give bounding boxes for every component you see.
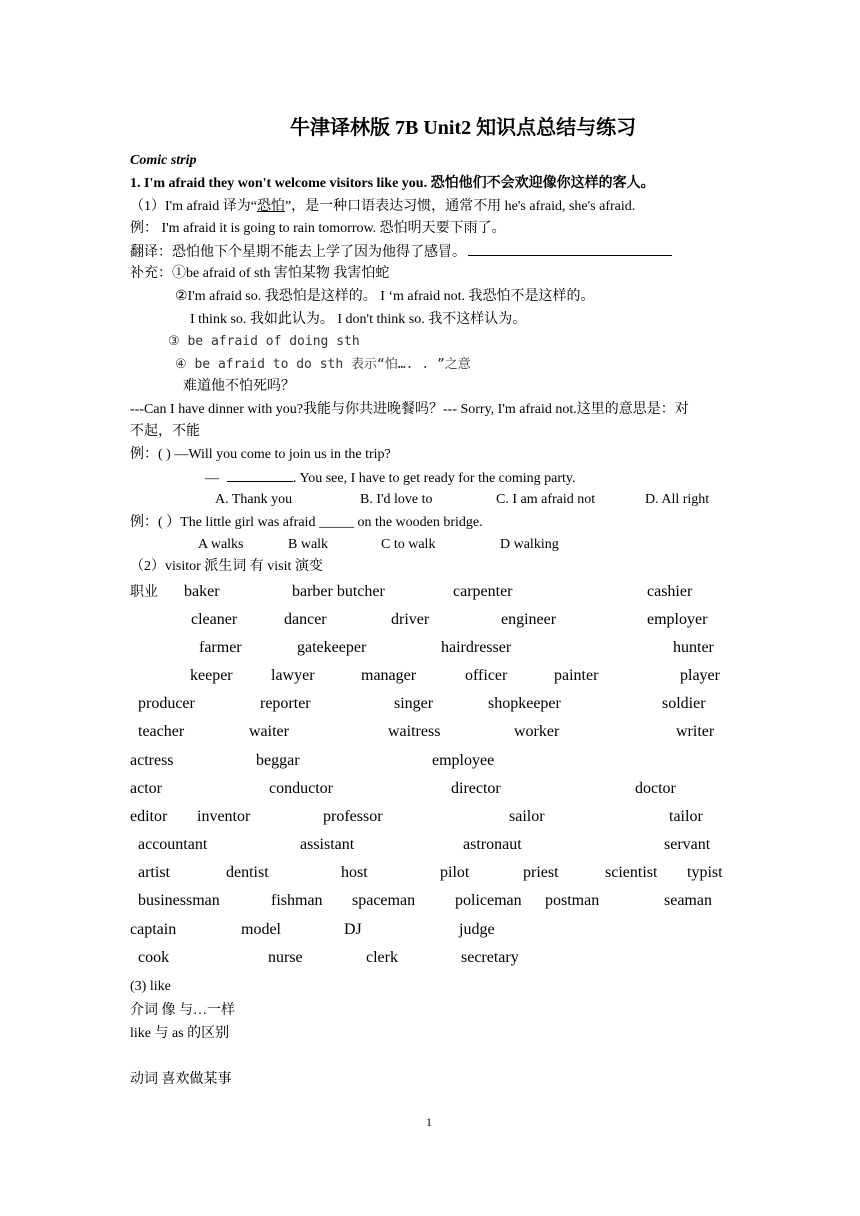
occupation-word: keeper: [190, 667, 233, 684]
point1-sub1-underlined: 恐怕: [256, 199, 285, 214]
occupation-word: writer: [676, 723, 715, 740]
occupation-word: tailor: [669, 808, 703, 825]
occupation-word: worker: [514, 723, 560, 740]
occupation-word: director: [451, 780, 501, 797]
occupation-word: editor: [130, 808, 168, 825]
occupation-word: doctor: [635, 780, 676, 797]
question1-dash: —: [205, 471, 219, 486]
question1-rest: . You see, I have to get ready for the coming party.: [293, 471, 576, 486]
occupation-word: cleaner: [191, 611, 238, 628]
point3-preposition: 介词 像 与…一样: [130, 1003, 235, 1018]
occupation-word: fishman: [271, 892, 323, 909]
occupation-word: judge: [459, 921, 495, 938]
occupation-word: employer: [647, 611, 708, 628]
occupation-word: captain: [130, 921, 177, 938]
occupation-word: player: [680, 667, 720, 684]
translate-blank[interactable]: [468, 243, 672, 256]
question2-option-c: C to walk: [381, 537, 436, 552]
question2-stem: 例：( ）The little girl was afraid _____ on the wooden bridge.: [130, 515, 483, 530]
point1-sub1-post: ”，是一种口语表达习惯，通常不用 he's afraid, she's afraid.: [284, 199, 636, 214]
point1-translate: [130, 243, 672, 262]
occupation-word: hairdresser: [441, 639, 512, 656]
occupation-word: cashier: [647, 583, 693, 600]
occupation-word: artist: [138, 864, 170, 881]
occupation-word: assistant: [300, 836, 355, 853]
supplement-4: ③ be afraid of doing sth: [168, 334, 360, 349]
occupation-word: accountant: [138, 836, 208, 853]
occupation-word: seaman: [664, 892, 712, 909]
occupation-word: reporter: [260, 695, 311, 712]
occupation-word: businessman: [138, 892, 220, 909]
occupation-word: officer: [465, 667, 508, 684]
occupation-word: waitress: [388, 723, 441, 740]
occupation-word: policeman: [455, 892, 522, 909]
supplement-1: 补充：①be afraid of sth 害怕某物 我害怕蛇: [130, 266, 390, 281]
occupation-word: actress: [130, 752, 174, 769]
occupation-word: soldier: [662, 695, 706, 712]
occupation-word: producer: [138, 695, 195, 712]
occupation-word: manager: [361, 667, 417, 684]
occupation-word: secretary: [461, 949, 519, 966]
occupation-word: model: [241, 921, 281, 938]
dialog-line-1: ---Can I have dinner with you?我能与你共进晚餐吗？--- Sorry, I'm afraid not.这里的意思是：对: [130, 402, 689, 417]
occupation-word: pilot: [440, 864, 470, 881]
question1-line2: [205, 469, 576, 488]
occupation-word: lawyer: [271, 667, 315, 684]
point3-heading: (3) like: [130, 979, 171, 994]
translate-text: 翻译：恐怕他下个星期不能去上学了因为他得了感冒。: [130, 245, 466, 260]
point2-heading: （2）visitor 派生词 有 visit 演变: [130, 559, 323, 574]
occupation-word: teacher: [138, 723, 185, 740]
point3-verb: 动词 喜欢做某事: [130, 1072, 232, 1087]
question1-option-d: D. All right: [645, 492, 710, 507]
question1-option-a: A. Thank you: [215, 492, 293, 507]
occupation-word: nurse: [268, 949, 303, 966]
occupation-word: hunter: [673, 639, 714, 656]
point1-heading: 1. I'm afraid they won't welcome visitors like you. 恐怕他们不会欢迎像你这样的客人。: [130, 176, 655, 191]
question2-option-a: A walks: [198, 537, 244, 552]
page-title: 牛津译林版 7B Unit2 知识点总结与练习: [290, 117, 637, 139]
occupation-word: painter: [554, 667, 599, 684]
occupation-word: priest: [523, 864, 559, 881]
occupation-word: actor: [130, 780, 162, 797]
occupation-word: barber butcher: [292, 583, 385, 600]
point1-sub1-pre: （1）I'm afraid 译为“: [130, 199, 257, 214]
supplement-5: ④ be afraid to do sth 表示“怕…. . ”之意: [175, 357, 471, 372]
point1-example: 例： I'm afraid it is going to rain tomorrow. 恐怕明天要下雨了。: [130, 221, 506, 236]
occupation-word: dentist: [226, 864, 269, 881]
point3-difference: like 与 as 的区别: [130, 1026, 230, 1041]
question2-option-b: B walk: [288, 537, 329, 552]
question1-option-c: C. I am afraid not: [496, 492, 596, 507]
occupation-word: professor: [323, 808, 383, 825]
occupation-word: waiter: [249, 723, 289, 740]
occupation-word: cook: [138, 949, 170, 966]
page-number: 1: [426, 1115, 432, 1129]
question1-stem: 例：( ) —Will you come to join us in the trip?: [130, 447, 391, 462]
occupation-word: singer: [394, 695, 434, 712]
occupation-word: carpenter: [453, 583, 513, 600]
occupation-word: inventor: [197, 808, 251, 825]
occupation-word: engineer: [501, 611, 557, 628]
question1-option-b: B. I'd love to: [360, 492, 433, 507]
occupation-word: shopkeeper: [488, 695, 561, 712]
occupation-word: postman: [545, 892, 600, 909]
occupation-word: beggar: [256, 752, 300, 769]
occupation-word: baker: [184, 583, 220, 600]
supplement-6: 难道他不怕死吗？: [183, 379, 295, 394]
question2-option-d: D walking: [500, 537, 559, 552]
occupation-word: employee: [432, 752, 495, 769]
occupation-word: sailor: [509, 808, 545, 825]
occupation-word: astronaut: [463, 836, 522, 853]
occupation-word: gatekeeper: [297, 639, 367, 656]
supplement-3: I think so. 我如此认为。 I don't think so. 我不这样认为。: [190, 312, 527, 327]
supplement-2: ②I'm afraid so. 我恐怕是这样的。 I ‘m afraid not. 我恐怕不是这样的。: [175, 289, 595, 304]
occupation-word: conductor: [269, 780, 333, 797]
occupation-word: scientist: [605, 864, 658, 881]
occupation-word: driver: [391, 611, 430, 628]
occupation-label: 职业: [130, 585, 158, 600]
occupation-word: spaceman: [352, 892, 416, 909]
section-heading: Comic strip: [130, 153, 197, 168]
occupation-word: DJ: [344, 921, 362, 938]
occupation-word: clerk: [366, 949, 398, 966]
occupation-word: servant: [664, 836, 711, 853]
occupation-word: host: [341, 864, 368, 881]
point1-sub1: [130, 198, 635, 216]
dialog-line-2: 不起，不能: [130, 424, 200, 439]
occupation-word: typist: [687, 864, 723, 881]
occupation-word: farmer: [199, 639, 242, 656]
occupation-word: dancer: [284, 611, 327, 628]
question1-blank[interactable]: [227, 469, 293, 482]
